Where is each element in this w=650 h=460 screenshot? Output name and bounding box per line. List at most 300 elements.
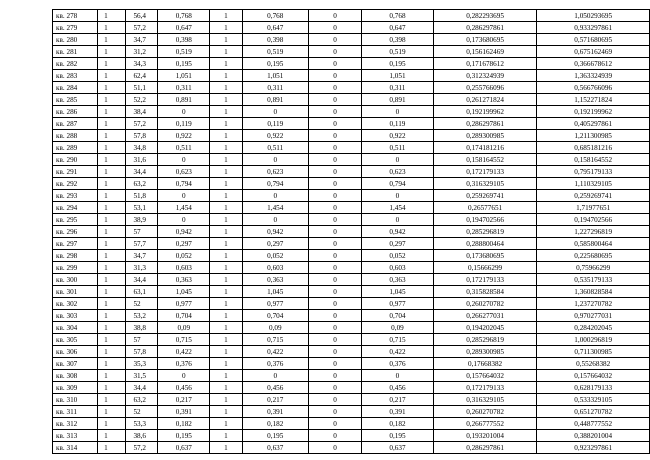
factor-cell: 1 xyxy=(210,202,242,214)
apartment-cell: кв. 282 xyxy=(53,58,98,70)
area-cell: 53,2 xyxy=(126,310,158,322)
value-a-cell: 0,456 xyxy=(158,382,210,394)
area-cell: 53,1 xyxy=(126,202,158,214)
table-row xyxy=(53,370,650,382)
value-c-cell: 0 xyxy=(362,154,434,166)
count-cell: 1 xyxy=(98,166,126,178)
apartment-cell: кв. 297 xyxy=(53,238,98,250)
count-cell: 1 xyxy=(98,22,126,34)
value-b-cell: 1,045 xyxy=(242,286,308,298)
total-cell: 0,795179133 xyxy=(537,166,650,178)
apartment-cell: кв. 312 xyxy=(53,418,98,430)
value-c-cell: 0,922 xyxy=(362,130,434,142)
value-c-cell: 0,704 xyxy=(362,310,434,322)
table-row xyxy=(53,190,650,202)
apartment-cell: кв. 285 xyxy=(53,94,98,106)
area-cell: 57,2 xyxy=(126,22,158,34)
area-cell: 34,7 xyxy=(126,250,158,262)
table-row xyxy=(53,442,650,454)
table-row xyxy=(53,94,650,106)
factor-cell: 1 xyxy=(210,334,242,346)
area-cell: 34,4 xyxy=(126,274,158,286)
table-row xyxy=(53,406,650,418)
zero-cell: 0 xyxy=(308,370,361,382)
total-cell: 0,448777552 xyxy=(537,418,650,430)
table-row xyxy=(53,214,650,226)
table-row xyxy=(53,430,650,442)
total-cell: 0,535179133 xyxy=(537,274,650,286)
table-row xyxy=(53,274,650,286)
value-b-cell: 0,456 xyxy=(242,382,308,394)
count-cell: 1 xyxy=(98,322,126,334)
zero-cell: 0 xyxy=(308,130,361,142)
coefficient-cell: 0,255766096 xyxy=(433,82,537,94)
apartment-cell: кв. 292 xyxy=(53,178,98,190)
table-row xyxy=(53,22,650,34)
area-cell: 31,5 xyxy=(126,370,158,382)
coefficient-cell: 0,192199962 xyxy=(433,106,537,118)
zero-cell: 0 xyxy=(308,382,361,394)
area-cell: 63,2 xyxy=(126,394,158,406)
table-row xyxy=(53,226,650,238)
table-row xyxy=(53,202,650,214)
count-cell: 1 xyxy=(98,394,126,406)
zero-cell: 0 xyxy=(308,166,361,178)
factor-cell: 1 xyxy=(210,226,242,238)
value-a-cell: 0,217 xyxy=(158,394,210,406)
table-row xyxy=(53,46,650,58)
factor-cell: 1 xyxy=(210,34,242,46)
total-cell: 0,75966299 xyxy=(537,262,650,274)
value-b-cell: 0,195 xyxy=(242,430,308,442)
total-cell: 0,55268382 xyxy=(537,358,650,370)
value-b-cell: 0,891 xyxy=(242,94,308,106)
count-cell: 1 xyxy=(98,154,126,166)
count-cell: 1 xyxy=(98,106,126,118)
factor-cell: 1 xyxy=(210,46,242,58)
count-cell: 1 xyxy=(98,310,126,322)
apartment-cell: кв. 296 xyxy=(53,226,98,238)
table-row xyxy=(53,358,650,370)
apartment-cell: кв. 306 xyxy=(53,346,98,358)
coefficient-cell: 0,171678612 xyxy=(433,58,537,70)
value-b-cell: 0,297 xyxy=(242,238,308,250)
zero-cell: 0 xyxy=(308,178,361,190)
total-cell: 0,284202045 xyxy=(537,322,650,334)
factor-cell: 1 xyxy=(210,286,242,298)
zero-cell: 0 xyxy=(308,106,361,118)
total-cell: 0,711300985 xyxy=(537,346,650,358)
value-b-cell: 0,422 xyxy=(242,346,308,358)
coefficient-cell: 0,158164552 xyxy=(433,154,537,166)
area-cell: 57 xyxy=(126,334,158,346)
value-c-cell: 0,511 xyxy=(362,142,434,154)
count-cell: 1 xyxy=(98,70,126,82)
value-c-cell: 0,768 xyxy=(362,10,434,22)
factor-cell: 1 xyxy=(210,94,242,106)
total-cell: 0,533329105 xyxy=(537,394,650,406)
value-c-cell: 0,297 xyxy=(362,238,434,250)
apartment-cell: кв. 279 xyxy=(53,22,98,34)
total-cell: 1,000296819 xyxy=(537,334,650,346)
total-cell: 1,363324939 xyxy=(537,70,650,82)
apartment-cell: кв. 314 xyxy=(53,442,98,454)
zero-cell: 0 xyxy=(308,430,361,442)
value-c-cell: 0,398 xyxy=(362,34,434,46)
zero-cell: 0 xyxy=(308,118,361,130)
value-a-cell: 0 xyxy=(158,370,210,382)
total-cell: 1,227296819 xyxy=(537,226,650,238)
apartment-cell: кв. 305 xyxy=(53,334,98,346)
table-row xyxy=(53,250,650,262)
value-b-cell: 0 xyxy=(242,154,308,166)
factor-cell: 1 xyxy=(210,418,242,430)
total-cell: 0,405297861 xyxy=(537,118,650,130)
total-cell: 0,933297861 xyxy=(537,22,650,34)
factor-cell: 1 xyxy=(210,406,242,418)
total-cell: 1,050293695 xyxy=(537,10,650,22)
area-cell: 38,8 xyxy=(126,322,158,334)
coefficient-cell: 0,193201004 xyxy=(433,430,537,442)
area-cell: 57,2 xyxy=(126,442,158,454)
value-b-cell: 0,794 xyxy=(242,178,308,190)
total-cell: 0,388201004 xyxy=(537,430,650,442)
area-cell: 57,8 xyxy=(126,346,158,358)
coefficient-cell: 0,260270782 xyxy=(433,298,537,310)
value-b-cell: 0 xyxy=(242,190,308,202)
zero-cell: 0 xyxy=(308,274,361,286)
count-cell: 1 xyxy=(98,298,126,310)
factor-cell: 1 xyxy=(210,430,242,442)
count-cell: 1 xyxy=(98,10,126,22)
value-c-cell: 0 xyxy=(362,190,434,202)
factor-cell: 1 xyxy=(210,154,242,166)
coefficient-cell: 0,285296819 xyxy=(433,334,537,346)
coefficient-cell: 0,286297861 xyxy=(433,22,537,34)
count-cell: 1 xyxy=(98,274,126,286)
factor-cell: 1 xyxy=(210,214,242,226)
total-cell: 0,585800464 xyxy=(537,238,650,250)
value-a-cell: 0 xyxy=(158,154,210,166)
value-a-cell: 0,715 xyxy=(158,334,210,346)
factor-cell: 1 xyxy=(210,442,242,454)
value-a-cell: 0,942 xyxy=(158,226,210,238)
area-cell: 52 xyxy=(126,406,158,418)
value-c-cell: 0,647 xyxy=(362,22,434,34)
table-row xyxy=(53,58,650,70)
zero-cell: 0 xyxy=(308,70,361,82)
total-cell: 1,110329105 xyxy=(537,178,650,190)
total-cell: 1,360828584 xyxy=(537,286,650,298)
value-b-cell: 0 xyxy=(242,370,308,382)
value-a-cell: 0,09 xyxy=(158,322,210,334)
apartment-cell: кв. 284 xyxy=(53,82,98,94)
factor-cell: 1 xyxy=(210,70,242,82)
value-a-cell: 0,311 xyxy=(158,82,210,94)
table-row xyxy=(53,238,650,250)
factor-cell: 1 xyxy=(210,166,242,178)
area-cell: 57 xyxy=(126,226,158,238)
apartment-cell: кв. 294 xyxy=(53,202,98,214)
total-cell: 0,651270782 xyxy=(537,406,650,418)
zero-cell: 0 xyxy=(308,10,361,22)
value-c-cell: 0,311 xyxy=(362,82,434,94)
count-cell: 1 xyxy=(98,190,126,202)
table-row xyxy=(53,394,650,406)
value-c-cell: 0,09 xyxy=(362,322,434,334)
count-cell: 1 xyxy=(98,142,126,154)
value-c-cell: 0,363 xyxy=(362,274,434,286)
total-cell: 1,71977651 xyxy=(537,202,650,214)
value-c-cell: 0,182 xyxy=(362,418,434,430)
apartment-cell: кв. 295 xyxy=(53,214,98,226)
factor-cell: 1 xyxy=(210,346,242,358)
factor-cell: 1 xyxy=(210,250,242,262)
coefficient-cell: 0,286297861 xyxy=(433,442,537,454)
factor-cell: 1 xyxy=(210,358,242,370)
table-row xyxy=(53,310,650,322)
value-b-cell: 0,195 xyxy=(242,58,308,70)
coefficient-cell: 0,194702566 xyxy=(433,214,537,226)
zero-cell: 0 xyxy=(308,58,361,70)
total-cell: 0,259269741 xyxy=(537,190,650,202)
coefficient-cell: 0,260270782 xyxy=(433,406,537,418)
value-a-cell: 0,195 xyxy=(158,58,210,70)
apartment-cell: кв. 309 xyxy=(53,382,98,394)
table-row xyxy=(53,10,650,22)
zero-cell: 0 xyxy=(308,34,361,46)
coefficient-cell: 0,259269741 xyxy=(433,190,537,202)
area-cell: 63,1 xyxy=(126,286,158,298)
value-b-cell: 0,398 xyxy=(242,34,308,46)
value-b-cell: 1,454 xyxy=(242,202,308,214)
value-b-cell: 0,977 xyxy=(242,298,308,310)
count-cell: 1 xyxy=(98,46,126,58)
value-c-cell: 0,794 xyxy=(362,178,434,190)
coefficient-cell: 0,282293695 xyxy=(433,10,537,22)
value-a-cell: 0,637 xyxy=(158,442,210,454)
area-cell: 34,4 xyxy=(126,382,158,394)
total-cell: 0,194702566 xyxy=(537,214,650,226)
coefficient-cell: 0,286297861 xyxy=(433,118,537,130)
value-c-cell: 0,637 xyxy=(362,442,434,454)
table-row xyxy=(53,130,650,142)
value-b-cell: 0,376 xyxy=(242,358,308,370)
zero-cell: 0 xyxy=(308,346,361,358)
table-row xyxy=(53,262,650,274)
value-b-cell: 0,623 xyxy=(242,166,308,178)
value-a-cell: 1,045 xyxy=(158,286,210,298)
zero-cell: 0 xyxy=(308,394,361,406)
coefficient-cell: 0,17668382 xyxy=(433,358,537,370)
coefficient-cell: 0,285296819 xyxy=(433,226,537,238)
total-cell: 0,685181216 xyxy=(537,142,650,154)
value-b-cell: 0,052 xyxy=(242,250,308,262)
table-row xyxy=(53,166,650,178)
area-cell: 31,3 xyxy=(126,262,158,274)
count-cell: 1 xyxy=(98,334,126,346)
zero-cell: 0 xyxy=(308,142,361,154)
area-cell: 34,7 xyxy=(126,34,158,46)
value-c-cell: 0,715 xyxy=(362,334,434,346)
apartment-cell: кв. 290 xyxy=(53,154,98,166)
value-b-cell: 0,922 xyxy=(242,130,308,142)
factor-cell: 1 xyxy=(210,130,242,142)
value-c-cell: 0,977 xyxy=(362,298,434,310)
count-cell: 1 xyxy=(98,178,126,190)
table-row xyxy=(53,334,650,346)
value-a-cell: 0,768 xyxy=(158,10,210,22)
zero-cell: 0 xyxy=(308,226,361,238)
coefficient-cell: 0,172179133 xyxy=(433,382,537,394)
value-b-cell: 0,391 xyxy=(242,406,308,418)
total-cell: 0,923297861 xyxy=(537,442,650,454)
apartment-cell: кв. 280 xyxy=(53,34,98,46)
value-b-cell: 0 xyxy=(242,214,308,226)
count-cell: 1 xyxy=(98,430,126,442)
value-c-cell: 1,454 xyxy=(362,202,434,214)
value-a-cell: 0,603 xyxy=(158,262,210,274)
zero-cell: 0 xyxy=(308,406,361,418)
area-cell: 38,6 xyxy=(126,430,158,442)
count-cell: 1 xyxy=(98,406,126,418)
area-cell: 51,1 xyxy=(126,82,158,94)
zero-cell: 0 xyxy=(308,358,361,370)
value-c-cell: 0,942 xyxy=(362,226,434,238)
area-cell: 34,8 xyxy=(126,142,158,154)
total-cell: 1,211300985 xyxy=(537,130,650,142)
factor-cell: 1 xyxy=(210,190,242,202)
table-row xyxy=(53,286,650,298)
coefficient-cell: 0,316329105 xyxy=(433,394,537,406)
factor-cell: 1 xyxy=(210,382,242,394)
value-b-cell: 0,363 xyxy=(242,274,308,286)
factor-cell: 1 xyxy=(210,106,242,118)
apartment-cell: кв. 313 xyxy=(53,430,98,442)
zero-cell: 0 xyxy=(308,298,361,310)
value-a-cell: 0,922 xyxy=(158,130,210,142)
value-b-cell: 0,119 xyxy=(242,118,308,130)
count-cell: 1 xyxy=(98,58,126,70)
value-b-cell: 0,311 xyxy=(242,82,308,94)
factor-cell: 1 xyxy=(210,274,242,286)
zero-cell: 0 xyxy=(308,250,361,262)
zero-cell: 0 xyxy=(308,190,361,202)
area-cell: 53,3 xyxy=(126,418,158,430)
apartment-cell: кв. 298 xyxy=(53,250,98,262)
value-c-cell: 0,891 xyxy=(362,94,434,106)
zero-cell: 0 xyxy=(308,442,361,454)
value-c-cell: 0 xyxy=(362,214,434,226)
factor-cell: 1 xyxy=(210,394,242,406)
coefficient-cell: 0,194202045 xyxy=(433,322,537,334)
count-cell: 1 xyxy=(98,418,126,430)
count-cell: 1 xyxy=(98,346,126,358)
area-cell: 31,2 xyxy=(126,46,158,58)
area-cell: 31,6 xyxy=(126,154,158,166)
value-a-cell: 0,623 xyxy=(158,166,210,178)
value-c-cell: 0,119 xyxy=(362,118,434,130)
factor-cell: 1 xyxy=(210,370,242,382)
value-c-cell: 1,051 xyxy=(362,70,434,82)
coefficient-cell: 0,316329105 xyxy=(433,178,537,190)
total-cell: 0,157664032 xyxy=(537,370,650,382)
area-cell: 63,2 xyxy=(126,178,158,190)
zero-cell: 0 xyxy=(308,322,361,334)
factor-cell: 1 xyxy=(210,142,242,154)
apartment-cell: кв. 308 xyxy=(53,370,98,382)
coefficient-cell: 0,261271824 xyxy=(433,94,537,106)
value-a-cell: 0,376 xyxy=(158,358,210,370)
total-cell: 1,237270782 xyxy=(537,298,650,310)
value-a-cell: 0,391 xyxy=(158,406,210,418)
value-a-cell: 0,052 xyxy=(158,250,210,262)
table-row xyxy=(53,34,650,46)
value-a-cell: 0,195 xyxy=(158,430,210,442)
area-cell: 57,8 xyxy=(126,130,158,142)
count-cell: 1 xyxy=(98,82,126,94)
count-cell: 1 xyxy=(98,214,126,226)
value-b-cell: 0,942 xyxy=(242,226,308,238)
count-cell: 1 xyxy=(98,262,126,274)
total-cell: 0,192199962 xyxy=(537,106,650,118)
value-b-cell: 0,511 xyxy=(242,142,308,154)
value-c-cell: 0,217 xyxy=(362,394,434,406)
total-cell: 0,970277031 xyxy=(537,310,650,322)
count-cell: 1 xyxy=(98,286,126,298)
area-cell: 57,7 xyxy=(126,238,158,250)
value-c-cell: 0,422 xyxy=(362,346,434,358)
table-row xyxy=(53,118,650,130)
value-c-cell: 0,456 xyxy=(362,382,434,394)
zero-cell: 0 xyxy=(308,214,361,226)
factor-cell: 1 xyxy=(210,58,242,70)
value-a-cell: 0,704 xyxy=(158,310,210,322)
area-cell: 34,3 xyxy=(126,58,158,70)
coefficient-cell: 0,173680695 xyxy=(433,250,537,262)
value-c-cell: 0,623 xyxy=(362,166,434,178)
total-cell: 1,152271824 xyxy=(537,94,650,106)
factor-cell: 1 xyxy=(210,298,242,310)
value-a-cell: 0,119 xyxy=(158,118,210,130)
count-cell: 1 xyxy=(98,382,126,394)
value-a-cell: 0,363 xyxy=(158,274,210,286)
factor-cell: 1 xyxy=(210,322,242,334)
total-cell: 0,158164552 xyxy=(537,154,650,166)
factor-cell: 1 xyxy=(210,82,242,94)
value-a-cell: 0,182 xyxy=(158,418,210,430)
factor-cell: 1 xyxy=(210,238,242,250)
apartment-cell: кв. 302 xyxy=(53,298,98,310)
coefficient-cell: 0,288800464 xyxy=(433,238,537,250)
apartment-cell: кв. 301 xyxy=(53,286,98,298)
table-row xyxy=(53,322,650,334)
value-c-cell: 0,391 xyxy=(362,406,434,418)
factor-cell: 1 xyxy=(210,310,242,322)
apartment-cell: кв. 289 xyxy=(53,142,98,154)
value-b-cell: 0,09 xyxy=(242,322,308,334)
value-c-cell: 0,603 xyxy=(362,262,434,274)
count-cell: 1 xyxy=(98,34,126,46)
count-cell: 1 xyxy=(98,130,126,142)
count-cell: 1 xyxy=(98,202,126,214)
coefficient-cell: 0,289300985 xyxy=(433,346,537,358)
area-cell: 38,4 xyxy=(126,106,158,118)
value-c-cell: 1,045 xyxy=(362,286,434,298)
factor-cell: 1 xyxy=(210,10,242,22)
area-cell: 62,4 xyxy=(126,70,158,82)
value-b-cell: 0,217 xyxy=(242,394,308,406)
